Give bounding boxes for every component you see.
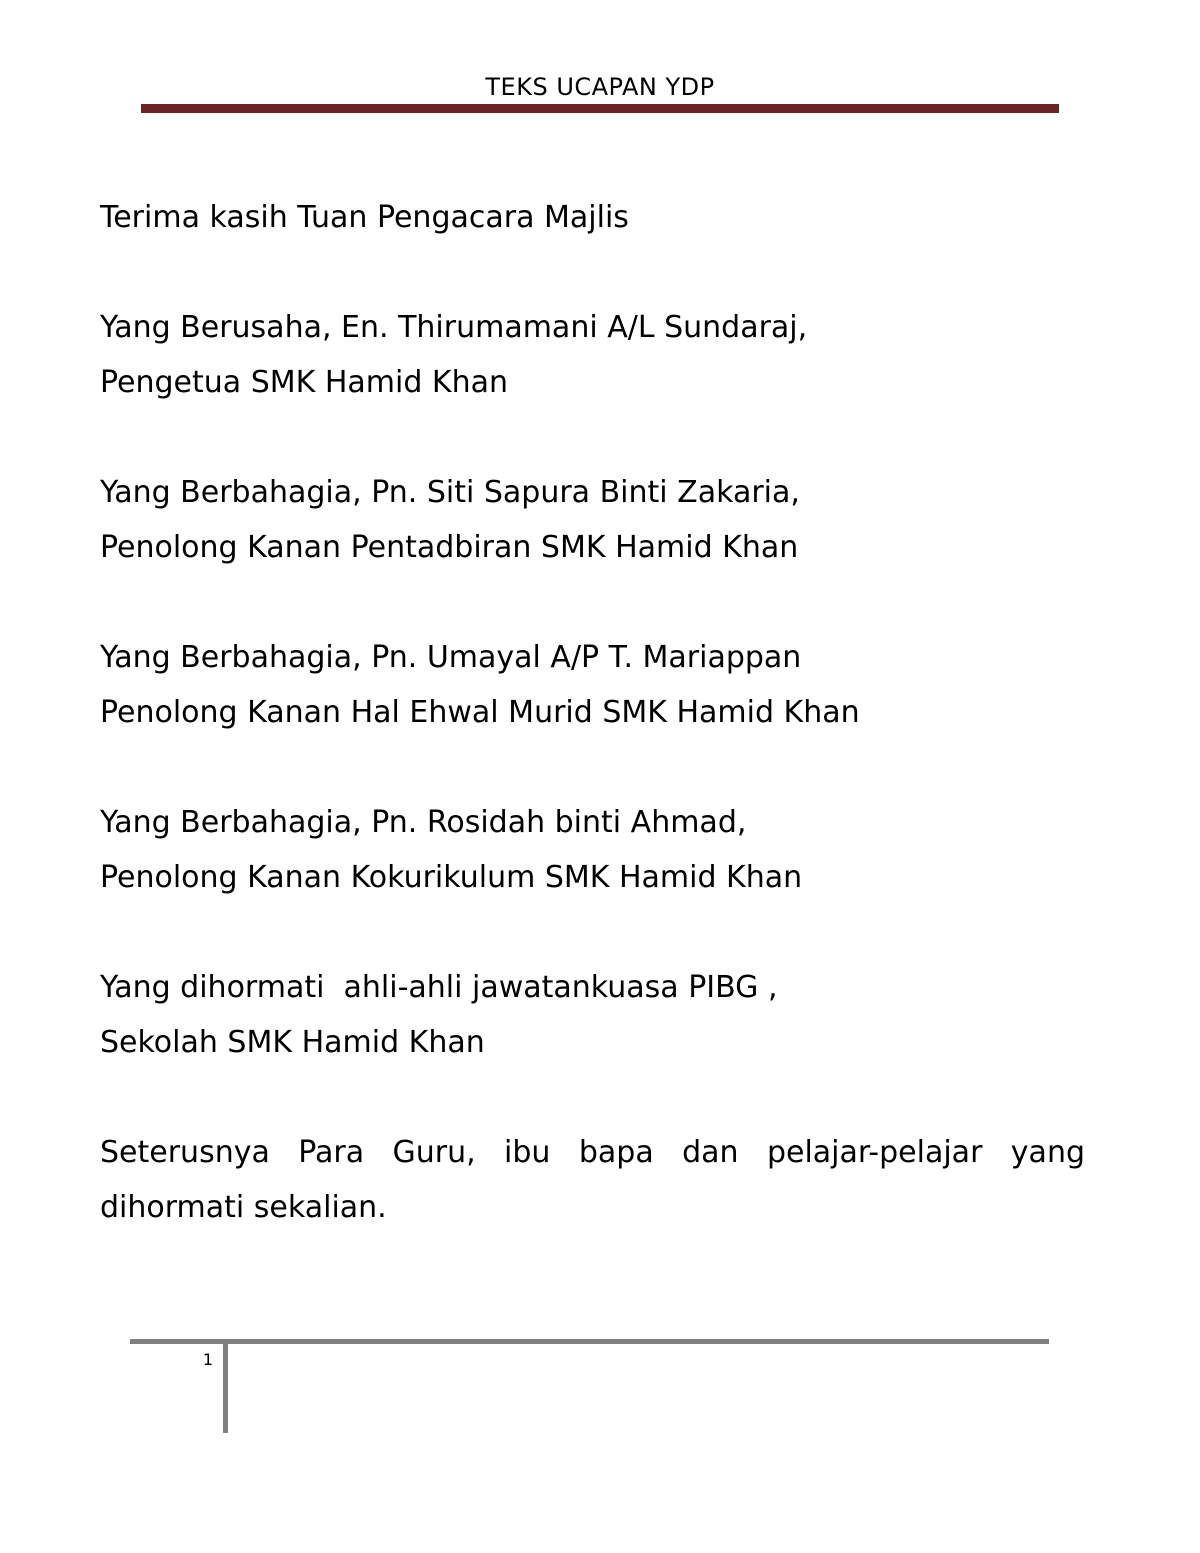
address-admin-deputy-title: Penolong Kanan Pentadbiran SMK Hamid Khan <box>100 530 799 565</box>
address-pibg-committee <box>100 960 1085 1070</box>
address-pibg-committee-line: Yang dihormati ahli-ahli jawatankuasa PIBG , <box>100 970 778 1005</box>
page-number: 1 <box>202 1350 214 1369</box>
greeting-line: Terima kasih Tuan Pengacara Majlis <box>100 200 629 235</box>
footer-rule <box>130 1339 1049 1344</box>
address-admin-deputy <box>100 465 1085 575</box>
speech-body <box>100 190 1085 1290</box>
greeting-paragraph <box>100 190 1085 245</box>
address-student-affairs-deputy-title: Penolong Kanan Hal Ehwal Murid SMK Hamid Khan <box>100 695 860 730</box>
address-principal-name: Yang Berusaha, En. Thirumamani A/L Sundaraj, <box>100 310 808 345</box>
header-rule <box>141 104 1059 113</box>
address-audience <box>100 1125 1085 1235</box>
address-pibg-school-line: Sekolah SMK Hamid Khan <box>100 1025 485 1060</box>
address-admin-deputy-name: Yang Berbahagia, Pn. Siti Sapura Binti Zakaria, <box>100 475 800 510</box>
address-student-affairs-deputy-name: Yang Berbahagia, Pn. Umayal A/P T. Mariappan <box>100 640 802 675</box>
address-cocurriculum-deputy-title: Penolong Kanan Kokurikulum SMK Hamid Khan <box>100 860 803 895</box>
address-cocurriculum-deputy-name: Yang Berbahagia, Pn. Rosidah binti Ahmad, <box>100 805 747 840</box>
header-title: TEKS UCAPAN YDP <box>485 73 715 101</box>
address-principal-title: Pengetua SMK Hamid Khan <box>100 365 508 400</box>
address-cocurriculum-deputy <box>100 795 1085 905</box>
address-audience-line-1: Seterusnya Para Guru, ibu bapa dan pelajar-pelajar yang <box>100 1135 1085 1170</box>
address-audience-line-2: dihormati sekalian. <box>100 1190 387 1225</box>
footer-vertical-rule <box>223 1344 228 1433</box>
address-student-affairs-deputy <box>100 630 1085 740</box>
address-principal <box>100 300 1085 410</box>
